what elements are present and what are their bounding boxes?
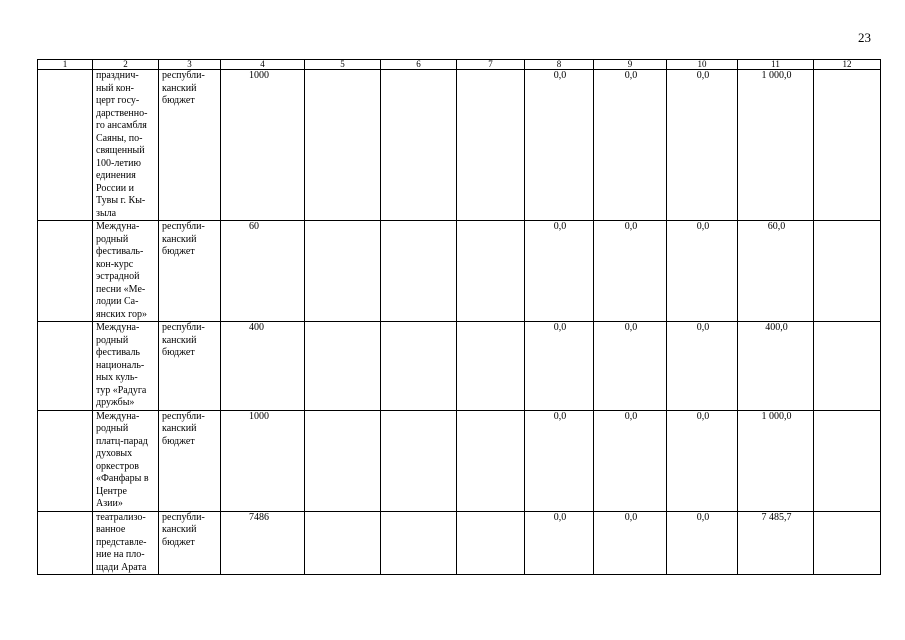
table-cell [381, 322, 457, 411]
total-cell: 1 000,0 [738, 410, 814, 511]
column-header: 11 [738, 60, 814, 70]
event-name-cell: Междуна- родный фестиваль националь- ных куль- тур «Радуга дружбы» [93, 322, 159, 411]
column-header: 10 [667, 60, 738, 70]
table-row [38, 70, 881, 221]
column-header: 7 [457, 60, 525, 70]
table-cell [457, 511, 525, 575]
value-cell: 0,0 [594, 221, 667, 322]
column-header: 8 [525, 60, 594, 70]
value-cell: 0,0 [594, 511, 667, 575]
funding-source-cell: республи- канский бюджет [159, 511, 221, 575]
value-cell: 0,0 [525, 511, 594, 575]
value-cell: 0,0 [667, 322, 738, 411]
value-cell: 0,0 [525, 221, 594, 322]
amount-cell: 7486 [221, 511, 305, 575]
table-cell [38, 221, 93, 322]
amount-cell: 400 [221, 322, 305, 411]
value-cell: 0,0 [667, 410, 738, 511]
column-header: 9 [594, 60, 667, 70]
table-cell [814, 221, 881, 322]
table-cell [305, 410, 381, 511]
value-cell: 0,0 [667, 221, 738, 322]
value-cell: 0,0 [594, 70, 667, 221]
amount-cell: 1000 [221, 70, 305, 221]
table-cell [38, 322, 93, 411]
table-cell [457, 70, 525, 221]
table-row [38, 410, 881, 511]
table-cell [305, 70, 381, 221]
value-cell: 0,0 [525, 70, 594, 221]
event-name-cell: Междуна- родный платц-парад духовых оркестров «Фанфары в Центре Азии» [93, 410, 159, 511]
table-cell [814, 322, 881, 411]
funding-source-cell: республи- канский бюджет [159, 410, 221, 511]
table-cell [38, 511, 93, 575]
amount-cell: 1000 [221, 410, 305, 511]
value-cell: 0,0 [667, 511, 738, 575]
table-cell [814, 70, 881, 221]
table-cell [381, 70, 457, 221]
funding-source-cell: республи- канский бюджет [159, 221, 221, 322]
value-cell: 0,0 [594, 322, 667, 411]
table-cell [381, 511, 457, 575]
table-cell [381, 221, 457, 322]
table-row [38, 511, 881, 575]
table-cell [305, 322, 381, 411]
page-number: 23 [858, 30, 871, 45]
event-name-cell: Междуна- родный фестиваль- кон-курс эстрадной песни «Ме- лодии Са- янских гор» [93, 221, 159, 322]
column-header: 5 [305, 60, 381, 70]
value-cell: 0,0 [594, 410, 667, 511]
table-row [38, 322, 881, 411]
column-header: 1 [38, 60, 93, 70]
table-cell [457, 221, 525, 322]
table-cell [305, 511, 381, 575]
table-cell [457, 322, 525, 411]
table-cell [814, 410, 881, 511]
column-header: 6 [381, 60, 457, 70]
table-cell [305, 221, 381, 322]
budget-table [37, 59, 881, 575]
column-header: 3 [159, 60, 221, 70]
event-name-cell: празднич- ный кон- церт госу- дарственно- го ансамбля Саяны, по- священный 100-летию единения России и Тувы г. Кы- зыла [93, 70, 159, 221]
value-cell: 0,0 [525, 410, 594, 511]
event-name-cell: театрализо- ванное представле- ние на пло- щади Арата [93, 511, 159, 575]
table-cell [457, 410, 525, 511]
total-cell: 1 000,0 [738, 70, 814, 221]
funding-source-cell: республи- канский бюджет [159, 70, 221, 221]
column-header: 4 [221, 60, 305, 70]
total-cell: 7 485,7 [738, 511, 814, 575]
table-cell [38, 70, 93, 221]
column-number-row [38, 60, 881, 70]
column-header: 12 [814, 60, 881, 70]
column-header: 2 [93, 60, 159, 70]
table-cell [381, 410, 457, 511]
total-cell: 60,0 [738, 221, 814, 322]
amount-cell: 60 [221, 221, 305, 322]
table-cell [38, 410, 93, 511]
table-cell [814, 511, 881, 575]
total-cell: 400,0 [738, 322, 814, 411]
table-row [38, 221, 881, 322]
value-cell: 0,0 [667, 70, 738, 221]
funding-source-cell: республи- канский бюджет [159, 322, 221, 411]
value-cell: 0,0 [525, 322, 594, 411]
